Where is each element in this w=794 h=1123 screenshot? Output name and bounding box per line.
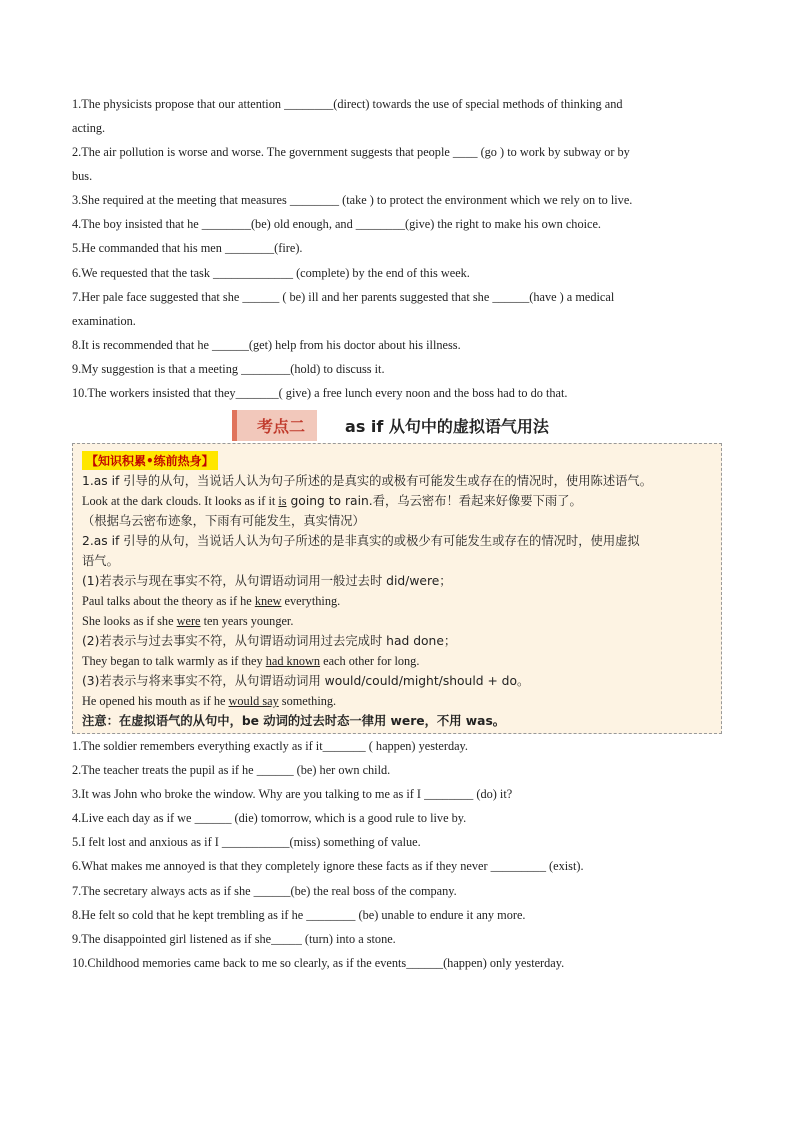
exercise-line: bus.	[72, 169, 93, 183]
rule-text: (1)若表示与现在事实不符，从句谓语动词用一般过去时 did/were；	[82, 574, 452, 588]
example-line: Paul talks about the theory as if he knew everything.	[82, 594, 341, 608]
exercise-line: 4.The boy insisted that he ________(be) old enough, and ________(give) the right to make his own choice.	[72, 217, 602, 231]
knowledge-tag: 【知识积累•练前热身】	[82, 451, 218, 470]
note-line: 注意：在虚拟语气的从句中，be 动词的过去时态一律用 were，不用 was。	[82, 714, 506, 728]
exercise-line: 8.It is recommended that he ______(get) help from his doctor about his illness.	[72, 338, 461, 352]
exercise-line: 2.The air pollution is worse and worse. The government suggests that people ____ (go ) to work by subway or by	[72, 145, 630, 159]
rule-text: 1.as if 引导的从句，当说话人认为句子所述的是真实的或极有可能发生或存在的情况时，使用陈述语气。	[82, 474, 653, 488]
exercise-line: 3.She required at the meeting that measures ________ (take ) to protect the environment which we rely on to live.	[72, 193, 633, 207]
exercise-line: 10.Childhood memories came back to me so clearly, as if the events______(happen) only yesterday.	[72, 956, 565, 970]
example-line: He opened his mouth as if he would say something.	[82, 694, 337, 708]
exercise-line: acting.	[72, 121, 106, 135]
example-line: They began to talk warmly as if they had known each other for long.	[82, 654, 420, 668]
rule-text: 语气。	[82, 554, 119, 568]
exercise-line: 8.He felt so cold that he kept trembling as if he ________ (be) unable to endure it any more.	[72, 908, 526, 922]
exercise-line: 6.We requested that the task _____________ (complete) by the end of this week.	[72, 266, 470, 280]
rule-text: (2)若表示与过去事实不符，从句谓语动词用过去完成时 had done；	[82, 634, 457, 648]
rule-text: 2.as if 引导的从句，当说话人认为句子所述的是非真实的或极少有可能发生或存在的情况时，使用虚拟	[82, 534, 640, 548]
exercise-line: 1.The soldier remembers everything exactly as if it_______ ( happen) yesterday.	[72, 739, 468, 753]
exercise-line: 2.The teacher treats the pupil as if he ______ (be) her own child.	[72, 763, 391, 777]
example-line: Look at the dark clouds. It looks as if it is going to rain.看，乌云密布！看起来好像要下雨了。	[82, 494, 582, 508]
exercise-line: 5.I felt lost and anxious as if I ___________(miss) something of value.	[72, 835, 421, 849]
exercise-line: 1.The physicists propose that our attention ________(direct) towards the use of special methods of thinking and	[72, 97, 623, 111]
exercise-line: 9.The disappointed girl listened as if she_____ (turn) into a stone.	[72, 932, 396, 946]
exercise-line: 10.The workers insisted that they_______( give) a free lunch every noon and the boss had to do that.	[72, 386, 568, 400]
section-title: as if 从句中的虚拟语气用法	[345, 416, 549, 436]
section-tag: 考点二	[232, 410, 317, 441]
example-line: She looks as if she were ten years younger.	[82, 614, 294, 628]
exercise-line: examination.	[72, 314, 136, 328]
exercise-line: 4.Live each day as if we ______ (die) tomorrow, which is a good rule to live by.	[72, 811, 467, 825]
rule-text: (3)若表示与将来事实不符，从句谓语动词用 would/could/might/should + do。	[82, 674, 530, 688]
rule-note: （根据乌云密布迹象，下雨有可能发生，真实情况）	[82, 514, 365, 528]
exercise-line: 6.What makes me annoyed is that they completely ignore these facts as if they never _________ (exist).	[72, 859, 584, 873]
exercise-line: 3.It was John who broke the window. Why are you talking to me as if I ________ (do) it?	[72, 787, 513, 801]
exercise-line: 5.He commanded that his men ________(fire).	[72, 241, 303, 255]
exercise-line: 9.My suggestion is that a meeting ________(hold) to discuss it.	[72, 362, 385, 376]
section-heading	[232, 410, 549, 440]
exercise-line: 7.The secretary always acts as if she ______(be) the real boss of the company.	[72, 884, 457, 898]
exercise-line: 7.Her pale face suggested that she ______ ( be) ill and her parents suggested that she ______(have ) a medical	[72, 290, 615, 304]
